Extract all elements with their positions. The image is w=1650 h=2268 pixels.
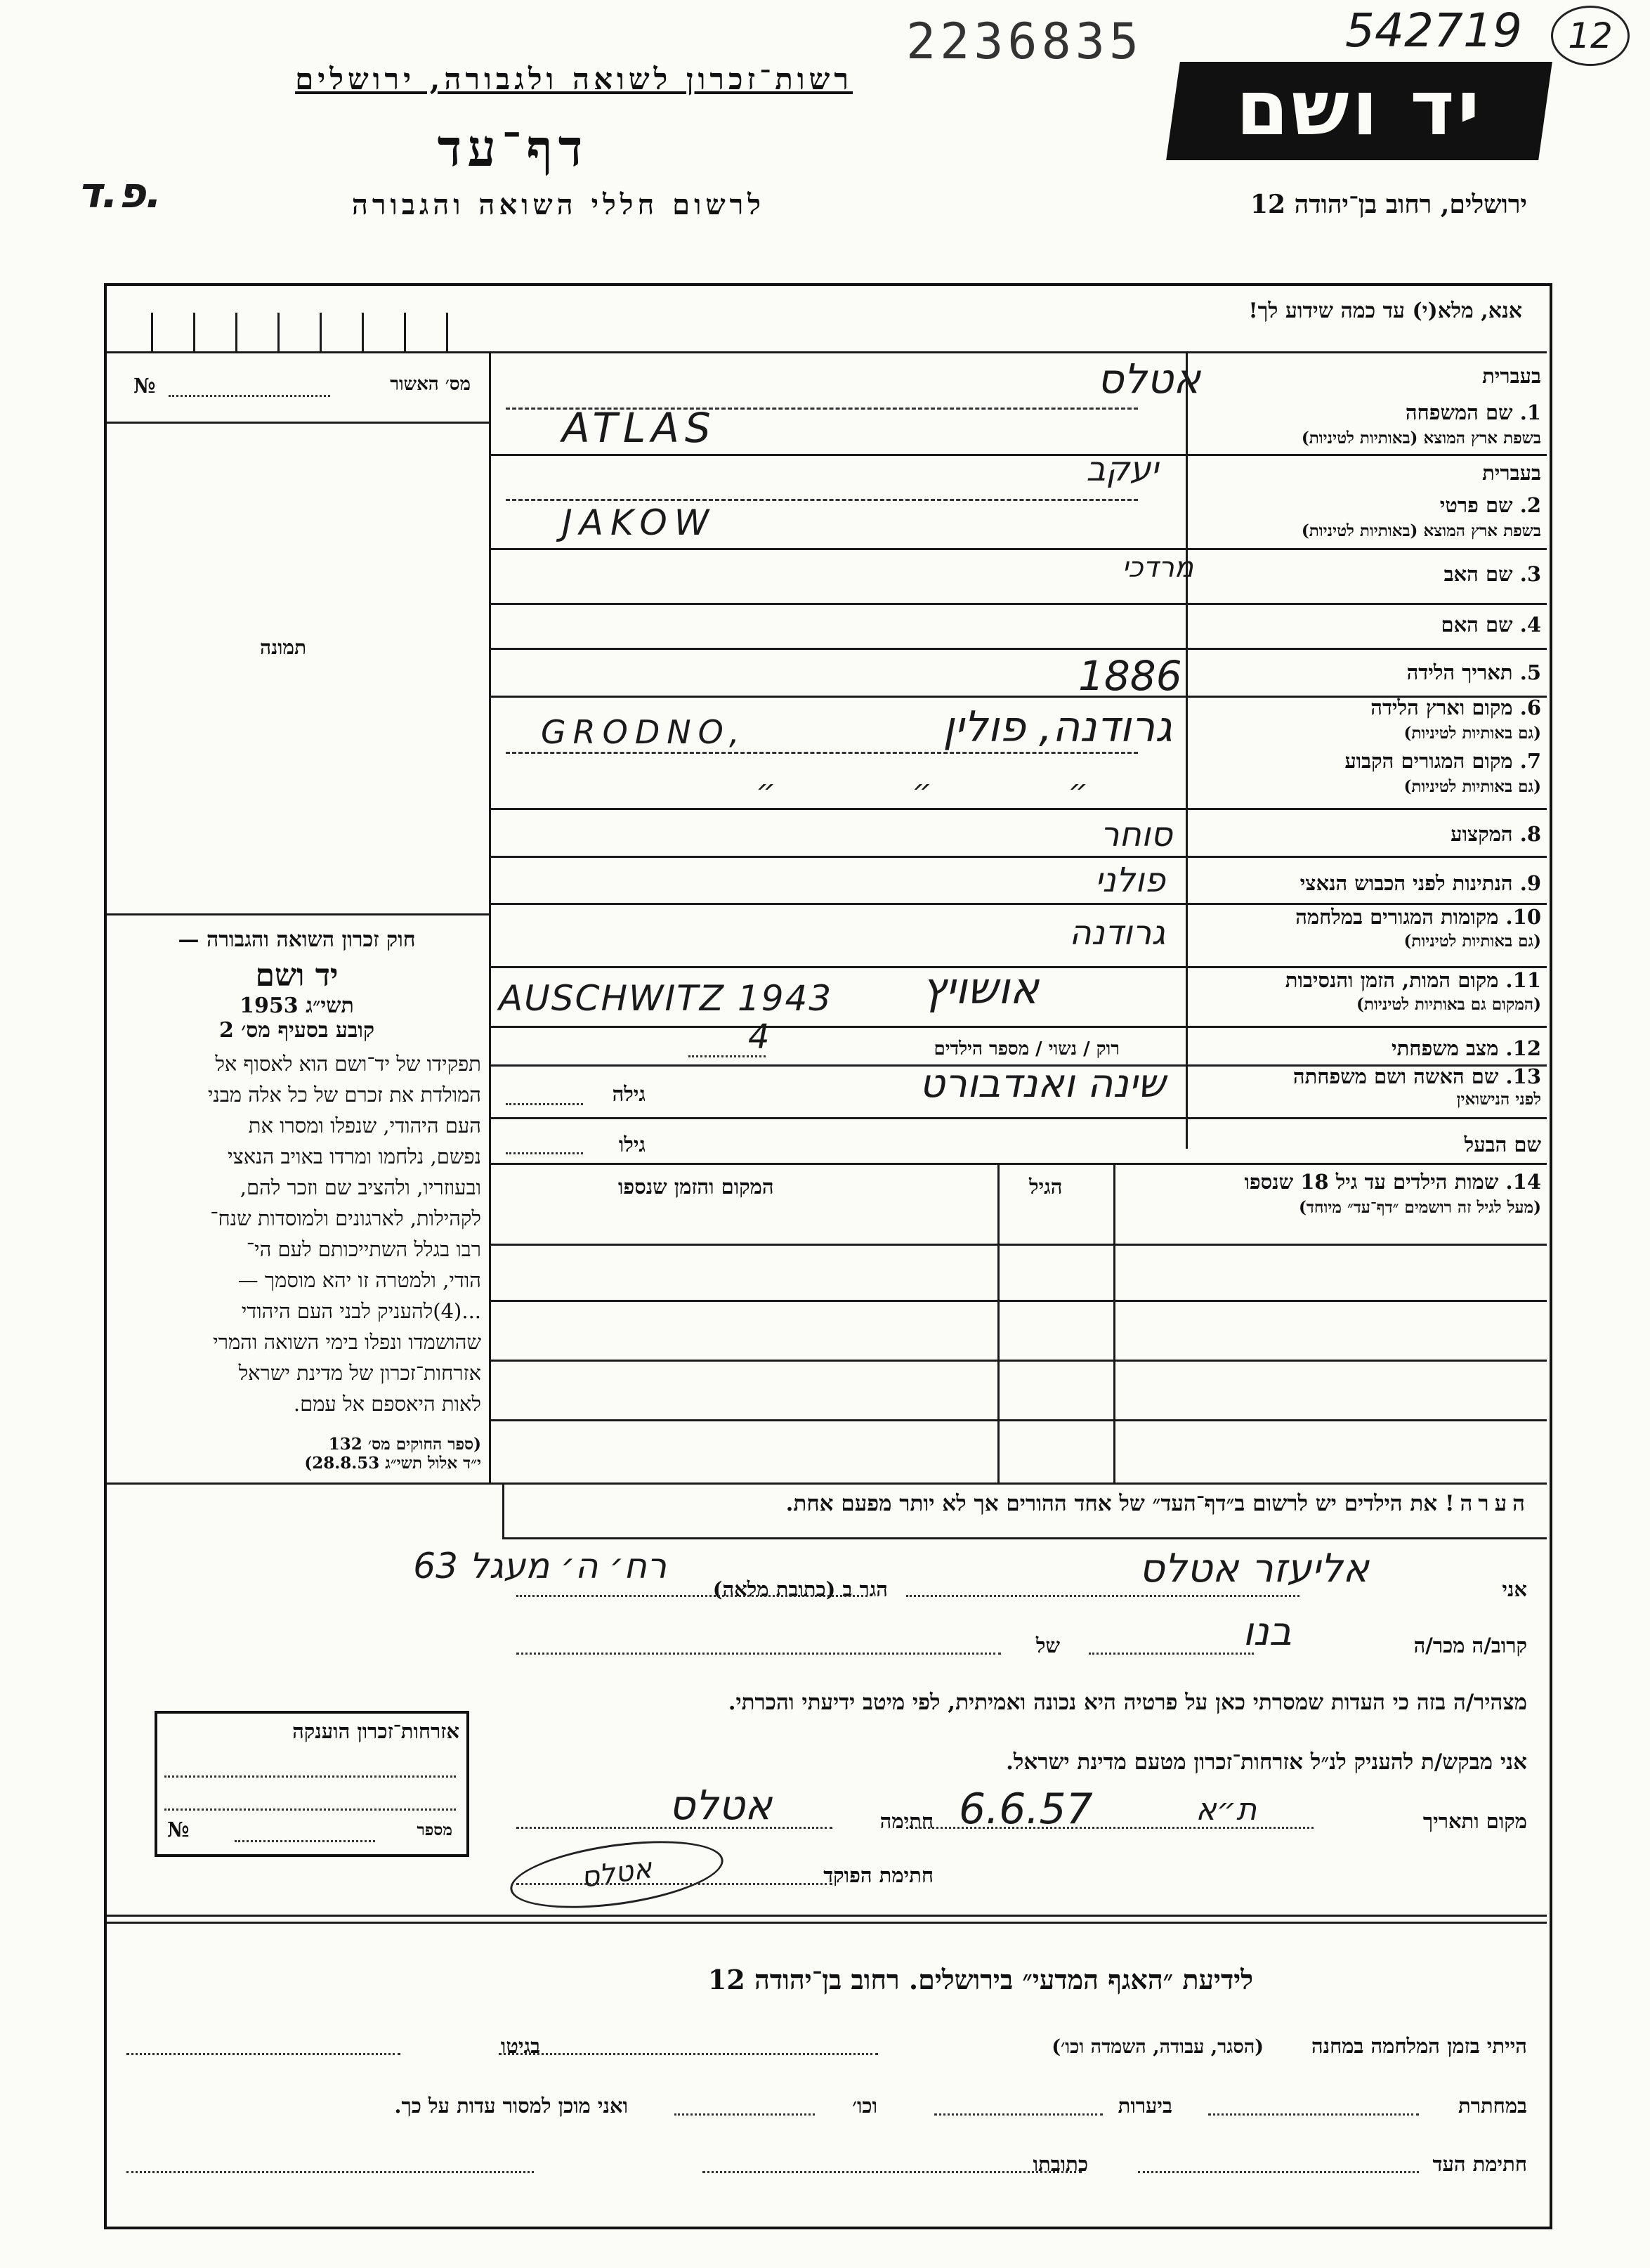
field-1-sub: בשפת ארץ המוצא (באותיות לטיניות) bbox=[1301, 429, 1541, 448]
note-label: הערה! bbox=[1444, 1491, 1531, 1516]
law-clause: קובע בסעיף מס׳ 2 bbox=[218, 1018, 375, 1043]
citizenship-box bbox=[155, 1711, 469, 1857]
field-10-sub: (גם באותיות לטיניות) bbox=[1403, 932, 1541, 951]
date-value: 6.6.57 bbox=[959, 1785, 1093, 1834]
officer-signature: אטלס bbox=[579, 1852, 655, 1894]
law-text: תפקידו של יד־ושם הוא לאסוף אל המולדת את זכרם של כל אלה מבני העם היהודי, שנפלו ומסרו את נפשם, נלחמו ומרדו באויב הנאצי ובעוזריו, ולהציב שם וזכר להם, לקהילות, לארגונים ולמוסדות שנח־ רבו בגלל השתייכותם לעם הי־ הודי, ולמטרה זו יהא מוסמך — ...(4)להעניק לבני העם היהודי שהושמדו ונפלו בימי השואה והמרי אזרחות־זכרון של מדינת ישראל לאות היאספם אל עמם. bbox=[207, 1052, 481, 1416]
family-name-latin: ATLAS bbox=[562, 404, 716, 452]
occupation: סוחר bbox=[1100, 815, 1172, 854]
field-13-sub: לפני הנישואין bbox=[1456, 1090, 1541, 1109]
of-label: של bbox=[1035, 1634, 1060, 1657]
law-year: תשי״ג 1953 bbox=[240, 993, 354, 1018]
relation-label: קרוב/ה מכר/ה bbox=[1413, 1634, 1527, 1657]
footer-line2-c: וכו׳ bbox=[852, 2094, 877, 2118]
husband-label: שם הבעל bbox=[1464, 1133, 1541, 1156]
family-name-hebrew: אטלס bbox=[1097, 355, 1200, 403]
death-place-hebrew: אושויץ bbox=[922, 963, 1039, 1014]
field-14-label: 14. שמות הילדים עד גיל 18 שנספו bbox=[1244, 1170, 1541, 1194]
father-name: מרדכי bbox=[1122, 552, 1193, 584]
field-9-label: 9. הנתינות לפני הכבוש הנאצי bbox=[1299, 871, 1541, 895]
intro-text: אנא, מלא(י) עד כמה שידוע לך! bbox=[1248, 299, 1522, 323]
authority-name: רשות־זכרון לשואה ולגבורה, ירושלים bbox=[295, 62, 853, 96]
nationality: פולני bbox=[1094, 861, 1165, 900]
lang-hebrew-1: בעברית bbox=[1482, 364, 1541, 388]
logo-text: יד ושם bbox=[1236, 65, 1483, 152]
relation-value: בנו bbox=[1242, 1609, 1292, 1655]
children-count: 4 bbox=[748, 1017, 770, 1057]
note bbox=[786, 1491, 1531, 1516]
footer-line2-b: ביערות bbox=[1118, 2094, 1172, 2118]
field-2-label: 2. שם פרטי bbox=[1439, 493, 1541, 517]
place-value: ת״א bbox=[1196, 1792, 1257, 1827]
birthplace-hebrew: גרודנה, פולין bbox=[943, 703, 1172, 752]
field-1-label: 1. שם המשפחה bbox=[1405, 400, 1541, 424]
field-6-sub: (גם באותיות לטיניות) bbox=[1403, 724, 1541, 743]
photo-label: תמונה bbox=[260, 636, 307, 659]
field-10-label: 10. מקומות המגורים במלחמה bbox=[1295, 905, 1541, 929]
citizenship-title: אזרחות־זכרון הוענקה bbox=[292, 1719, 459, 1743]
lang-hebrew-2: בעברית bbox=[1482, 461, 1541, 485]
footer-heading: לידיעת ״האגף המדעי״ בירושלים. רחוב בן־יהודה 12 bbox=[707, 1964, 1253, 1995]
footer-line3-b: כתובתו bbox=[1033, 2152, 1088, 2176]
statement-1: מצהיר/ה בזה כי העדות שמסרתי כאן על פרטיה היא נכונה ואמיתית, לפי מיטב ידיעתי והכרתי. bbox=[728, 1690, 1527, 1715]
field-5-label: 5. תאריך הלידה bbox=[1406, 660, 1541, 684]
footer-line2-d: ואני מוכן למסור עדות על כך. bbox=[394, 2094, 628, 2118]
field-13-label: 13. שם האשה ושם משפחתה bbox=[1292, 1064, 1541, 1088]
field-11-label: 11. מקום המות, הזמן והנסיבות bbox=[1285, 968, 1541, 992]
footer-line3-a: חתימת העד bbox=[1432, 2152, 1527, 2176]
decl-i-label: אני bbox=[1502, 1577, 1527, 1601]
footer-line1-b: (הסגר, עבודה, השמדה וכו׳) bbox=[1052, 2036, 1264, 2058]
footer-line1-a: הייתי בזמן המלחמה במחנה bbox=[1311, 2034, 1527, 2058]
field-7-sub: (גם באותיות לטיניות) bbox=[1403, 777, 1541, 796]
officer-label: חתימת הפוקד bbox=[823, 1863, 934, 1887]
circled-number-text: 12 bbox=[1568, 15, 1613, 56]
death-place-latin: AUSCHWITZ 1943 bbox=[499, 978, 833, 1019]
form-title: דף־עד bbox=[437, 118, 589, 178]
footer-line1-c: בגיטו bbox=[500, 2034, 540, 2058]
record-number: 2236835 bbox=[906, 13, 1144, 70]
field-11-sub: (המקום גם באותיות לטיניות) bbox=[1356, 995, 1541, 1014]
field-12-label: 12. מצב משפחתי bbox=[1392, 1036, 1541, 1060]
approval-label: מס׳ האשור bbox=[390, 374, 471, 395]
declarant-address: רח׳ ה׳ מעגל 63 bbox=[413, 1546, 667, 1586]
law-name: יד ושם bbox=[255, 958, 339, 993]
field-7-label: 7. מקום המגורים הקבוע bbox=[1344, 749, 1541, 773]
address: ירושלים, רחוב בן־יהודה 12 bbox=[1250, 190, 1527, 219]
statement-2: אני מבקש/ת להעניק לנ״ל אזרחות־זכרון מטעם מדינת ישראל. bbox=[1006, 1749, 1527, 1775]
birthplace-latin: GRODNO, bbox=[541, 713, 747, 751]
wife-name: שינה ואנדבורט bbox=[919, 1061, 1165, 1107]
citizenship-no: № bbox=[167, 1818, 190, 1842]
field-14-sub: (מעל לגיל זה רושמים ״דף־עד״ מיוחד) bbox=[1298, 1198, 1541, 1217]
birth-date: 1886 bbox=[1078, 652, 1182, 700]
field-6-label: 6. מקום וארץ הלידה bbox=[1370, 696, 1541, 719]
first-name-latin: JAKOW bbox=[562, 502, 716, 543]
approval-row bbox=[126, 374, 471, 402]
marital-options: רוק / נשוי / מספר הילדים bbox=[934, 1038, 1120, 1060]
husband-age-label: גילו bbox=[618, 1133, 646, 1156]
field-3-label: 3. שם האב bbox=[1443, 562, 1541, 586]
signature-value: אטלס bbox=[669, 1781, 772, 1829]
tick-marks bbox=[112, 313, 478, 355]
residence-value: ״ ״ ״ bbox=[755, 773, 1088, 809]
citizenship-number-label: מספר bbox=[417, 1820, 452, 1839]
law-title: חוק זכרון השואה והגבורה — bbox=[178, 927, 416, 952]
field-4-label: 4. שם האם bbox=[1441, 613, 1541, 637]
field-2-sub: בשפת ארץ המוצא (באותיות לטיניות) bbox=[1301, 521, 1541, 540]
signature-label: חתימה bbox=[879, 1809, 934, 1833]
note-text: את הילדים יש לרשום ב״דף־העד״ של אחד ההורים אך לא יותר מפעם אחת. bbox=[785, 1491, 1438, 1516]
wife-age-label: גילה bbox=[612, 1082, 646, 1106]
approval-no: № bbox=[133, 374, 156, 398]
handwritten-ref: 542719 bbox=[1345, 4, 1522, 58]
children-age-col: הגיל bbox=[1029, 1175, 1063, 1199]
wartime-residence: גרודנה bbox=[1069, 913, 1165, 953]
declarant-name: אליעזר אטלס bbox=[1139, 1546, 1369, 1591]
field-8-label: 8. המקצוע bbox=[1451, 822, 1541, 846]
law-ref-2: י״ד אלול תשי״ג 28.8.53) bbox=[304, 1454, 481, 1473]
circled-number bbox=[1551, 6, 1630, 66]
decl-resides-label: הגר ב (כתובת מלאה) bbox=[712, 1577, 888, 1601]
law-box bbox=[112, 927, 481, 1473]
place-date-label: מקום ותאריך bbox=[1422, 1809, 1527, 1833]
law-ref-1: (ספר החוקים מס׳ 132 bbox=[328, 1435, 481, 1454]
form-subtitle: לרשום חללי השואה והגבורה bbox=[351, 188, 765, 221]
first-name-hebrew: יעקב bbox=[1086, 450, 1158, 489]
margin-note: פ.ד. bbox=[77, 169, 162, 218]
children-place-col: המקום והזמן שנספו bbox=[618, 1175, 774, 1199]
footer-line2-a: במחתרת bbox=[1458, 2094, 1527, 2118]
